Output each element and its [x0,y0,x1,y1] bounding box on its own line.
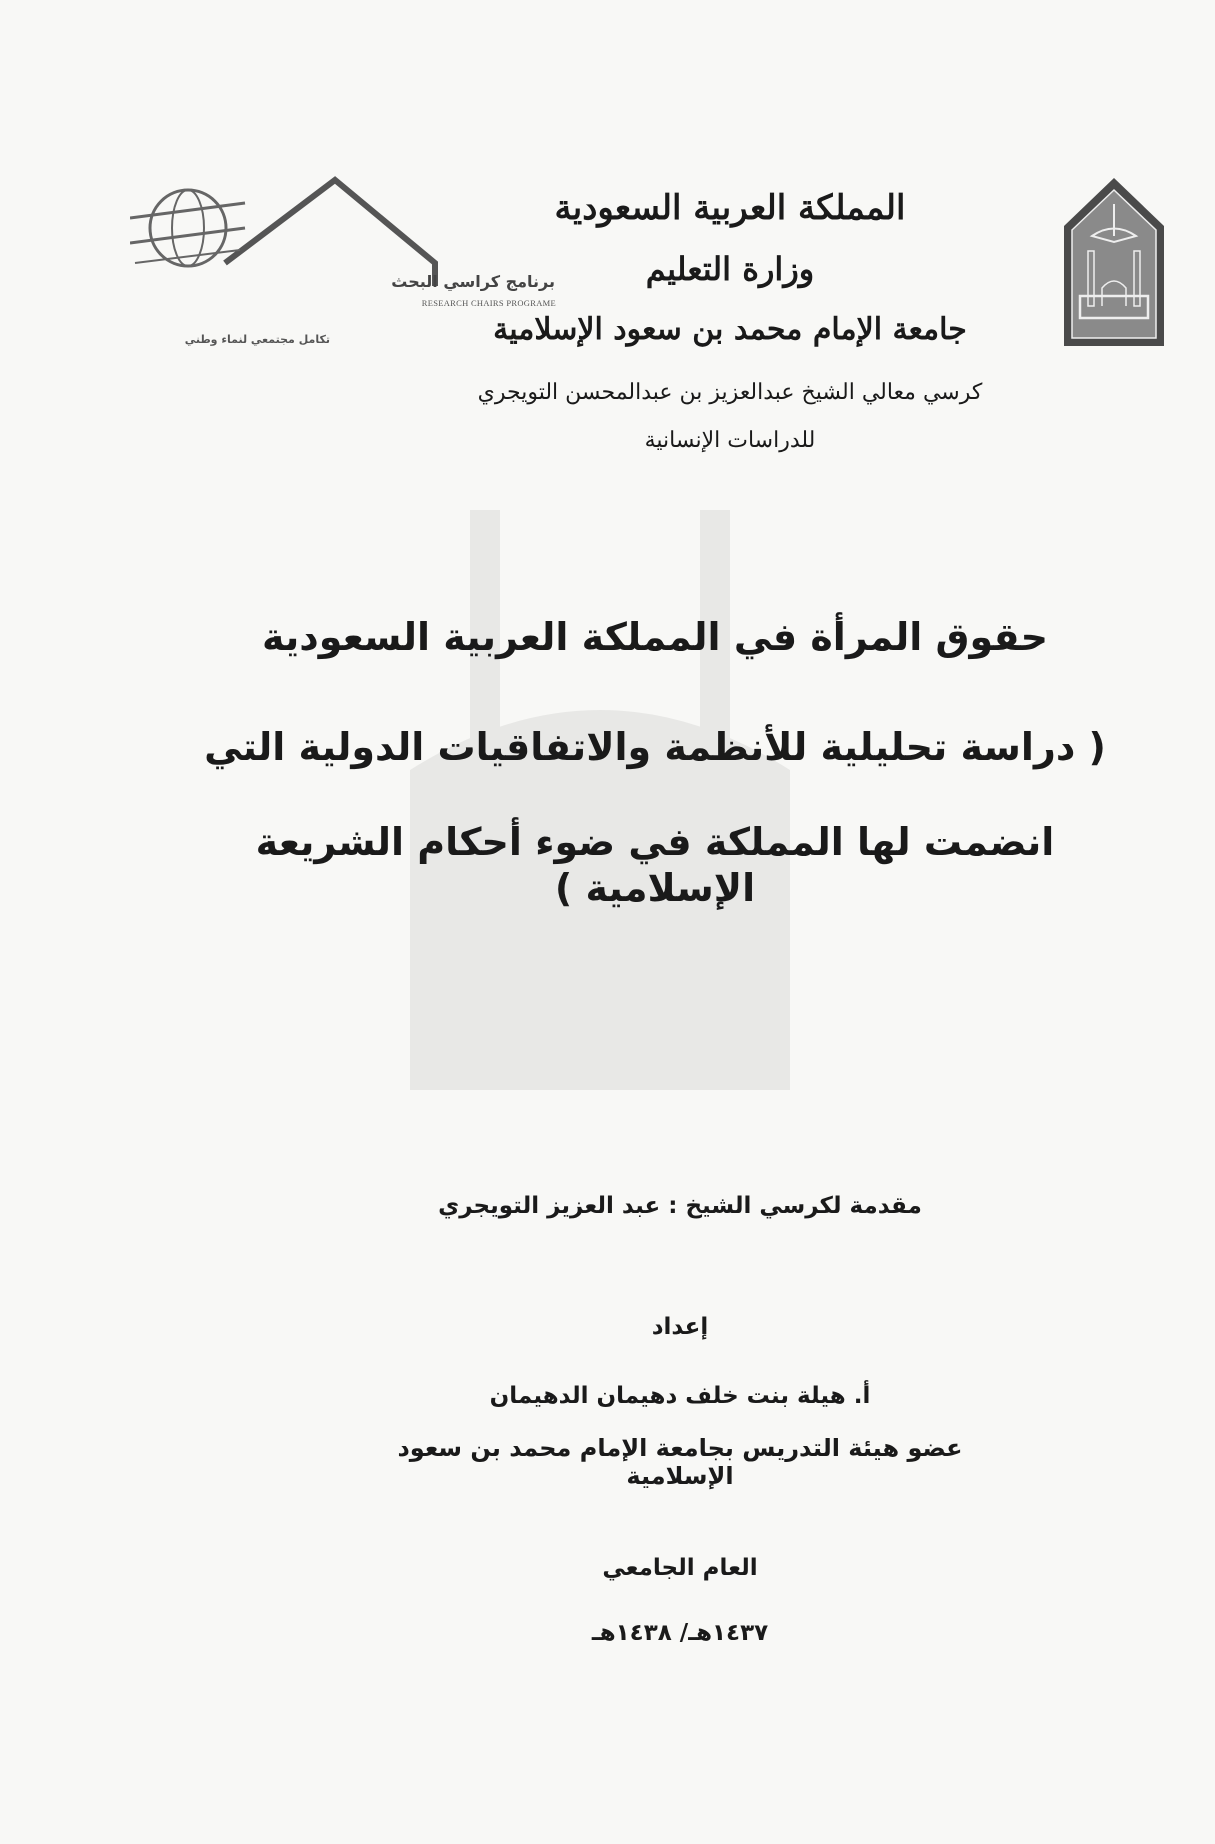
author-name: أ. هيلة بنت خلف دهيمان الدهيمان [489,1383,871,1409]
header-chair-line1: كرسي معالي الشيخ عبدالعزيز بن عبدالمحسن التويجري [477,380,983,405]
research-chairs-logo [130,168,556,353]
header-chair-line2: للدراسات الإنسانية [644,428,816,453]
header-country: المملكة العربية السعودية [554,188,906,228]
watermark-emblem [410,470,790,1090]
title-line1: حقوق المرأة في المملكة العربية السعودية [261,615,1049,659]
research-chairs-arabic-name: برنامج كراسي البحث [391,272,555,291]
header-university: جامعة الإمام محمد بن سعود الإسلامية [493,312,967,347]
research-chairs-tagline: تكامل مجتمعي لنماء وطني [184,333,330,346]
header-ministry: وزارة التعليم [645,250,815,288]
presented-to: مقدمة لكرسي الشيخ : عبد العزيز التويجري [438,1193,922,1219]
title-line3: انضمت لها المملكة في ضوء أحكام الشريعة الإسلامية ) [255,820,1055,910]
research-chairs-english-name: RESEARCH CHAIRS PROGRAME [421,298,556,308]
university-emblem-icon [1062,176,1166,348]
title-line2: ( دراسة تحليلية للأنظمة والاتفاقيات الدولية التي [204,725,1106,769]
author-affiliation: عضو هيئة التدريس بجامعة الإمام محمد بن سعود الإسلامية [397,1434,963,1490]
academic-year-label: العام الجامعي [602,1555,758,1581]
academic-year: ١٤٣٧هـ/ ١٤٣٨هـ [591,1620,769,1646]
prepared-by-label: إعداد [651,1314,709,1340]
